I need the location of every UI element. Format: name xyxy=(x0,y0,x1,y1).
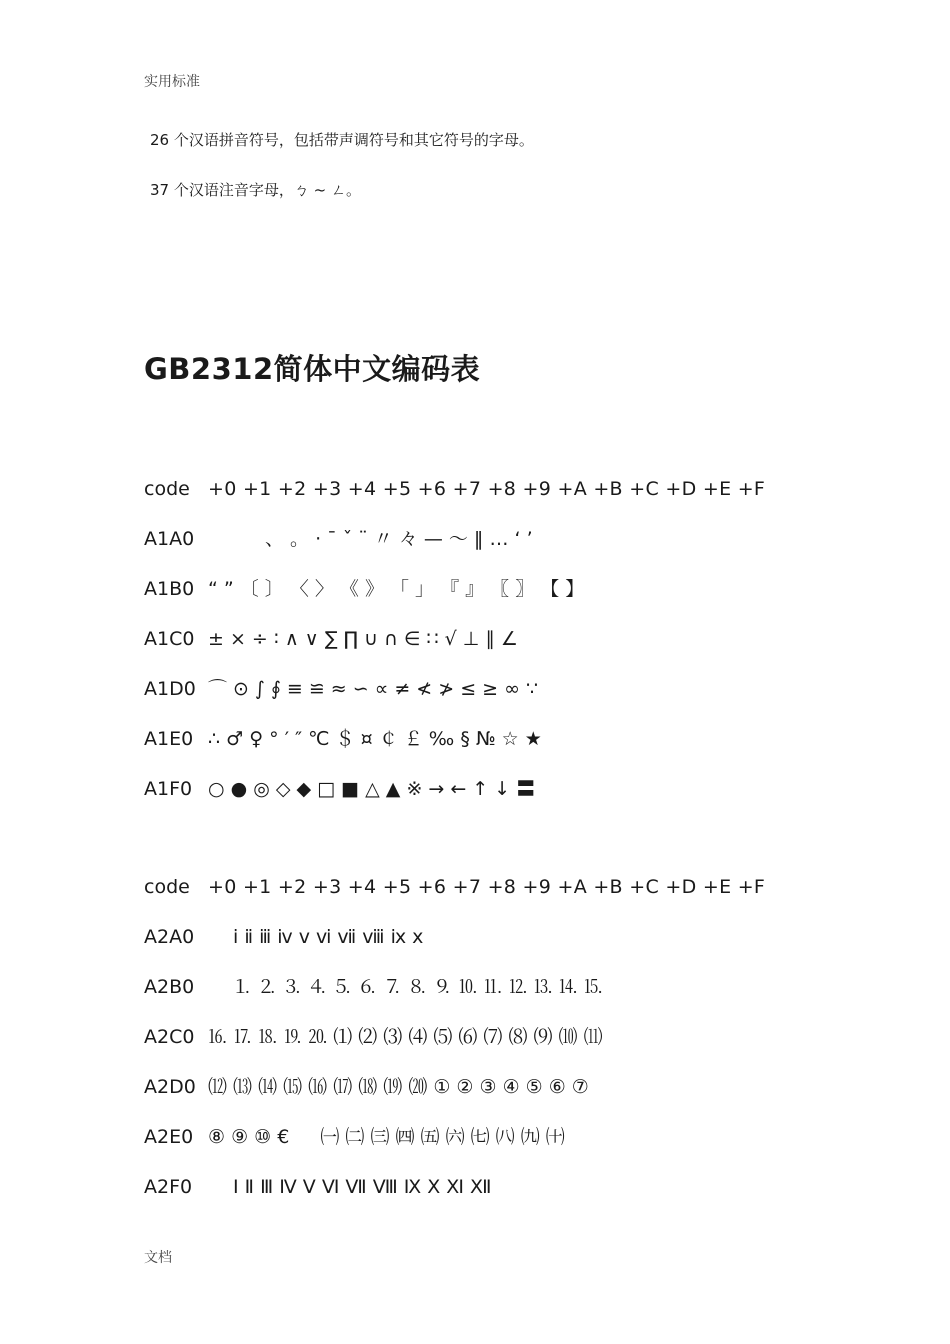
page-header: 实用标准 xyxy=(144,74,200,90)
row-code: A2C0 xyxy=(144,1026,195,1048)
table-row xyxy=(144,626,744,676)
table-row xyxy=(144,974,744,1024)
row-code: A1E0 xyxy=(144,728,194,750)
table-row xyxy=(144,1074,744,1124)
row-cells: ⒈ ⒉ ⒊ ⒋ ⒌ ⒍ ⒎ ⒏ ⒐ ⒑ ⒒ ⒓ ⒔ ⒕ ⒖ xyxy=(208,976,603,998)
row-cells: ⌒ ⊙ ∫ ∮ ≡ ≌ ≈ ∽ ∝ ≠ ≮ ≯ ≤ ≥ ∞ ∵ xyxy=(208,678,539,700)
header-code-label: code xyxy=(144,478,190,500)
header-code-label: code xyxy=(144,876,190,898)
row-cells: ⑿ ⒀ ⒁ ⒂ ⒃ ⒄ ⒅ ⒆ ⒇ ① ② ③ ④ ⑤ ⑥ ⑦ xyxy=(208,1076,589,1098)
table-header-row xyxy=(144,874,766,924)
row-code: A1D0 xyxy=(144,678,196,700)
page-title: GB2312简体中文编码表 xyxy=(144,352,481,386)
row-cells: Ⅰ Ⅱ Ⅲ Ⅳ Ⅴ Ⅵ Ⅶ Ⅷ Ⅸ Ⅹ Ⅺ Ⅻ xyxy=(208,1176,492,1198)
table-row xyxy=(144,924,744,974)
code-table-a1 xyxy=(144,476,766,826)
intro-line-zhuyin: 37 个汉语注音字母，ㄅ ~ ㄥ。 xyxy=(150,181,361,199)
row-code: A2A0 xyxy=(144,926,195,948)
row-code: A1C0 xyxy=(144,628,195,650)
page-footer: 文档 xyxy=(144,1250,172,1266)
table-row xyxy=(144,676,744,726)
row-code: A2D0 xyxy=(144,1076,196,1098)
row-code: A2B0 xyxy=(144,976,195,998)
row-code: A2F0 xyxy=(144,1176,193,1198)
header-offsets: +0 +1 +2 +3 +4 +5 +6 +7 +8 +9 +A +B +C +D +E +F xyxy=(208,876,766,898)
row-code: A1A0 xyxy=(144,528,195,550)
table-row xyxy=(144,776,744,826)
row-code: A2E0 xyxy=(144,1126,194,1148)
row-cells: ± × ÷ ∶ ∧ ∨ ∑ ∏ ∪ ∩ ∈ ∷ √ ⊥ ∥ ∠ xyxy=(208,628,518,650)
intro-line-pinyin: 26 个汉语拼音符号，包括带声调符号和其它符号的字母。 xyxy=(150,131,534,149)
code-table-a2 xyxy=(144,874,766,1224)
row-code: A1B0 xyxy=(144,578,195,600)
table-row xyxy=(144,1024,744,1074)
row-cells: 、 。 · ˉ ˇ ¨ 〃 々 — ～ ‖ … ‘ ’ xyxy=(208,528,533,550)
row-code: A1F0 xyxy=(144,778,193,800)
table-row xyxy=(144,526,744,576)
table-row xyxy=(144,1174,744,1224)
table-header-row xyxy=(144,476,766,526)
table-row xyxy=(144,726,744,776)
table-row xyxy=(144,1124,744,1174)
table-row xyxy=(144,576,744,626)
row-cells: ∴ ♂ ♀ ° ′ ″ ℃ ＄ ¤ ￠ ￡ ‰ § № ☆ ★ xyxy=(208,728,542,750)
row-cells: ○ ● ◎ ◇ ◆ □ ■ △ ▲ ※ → ← ↑ ↓ 〓 xyxy=(208,778,536,800)
header-offsets: +0 +1 +2 +3 +4 +5 +6 +7 +8 +9 +A +B +C +D +E +F xyxy=(208,478,766,500)
row-cells: ⑧ ⑨ ⑩ € ㈠ ㈡ ㈢ ㈣ ㈤ ㈥ ㈦ ㈧ ㈨ ㈩ xyxy=(208,1126,565,1148)
row-cells: ⒗ ⒘ ⒙ ⒚ ⒛ ⑴ ⑵ ⑶ ⑷ ⑸ ⑹ ⑺ ⑻ ⑼ ⑽ ⑾ xyxy=(208,1026,603,1048)
row-cells: “ ” 〔 〕 〈 〉 《 》 「 」 『 』 〖 〗 【 】 xyxy=(208,578,585,600)
row-cells: ⅰ ⅱ ⅲ ⅳ ⅴ ⅵ ⅶ ⅷ ⅸ ⅹ xyxy=(208,926,424,948)
